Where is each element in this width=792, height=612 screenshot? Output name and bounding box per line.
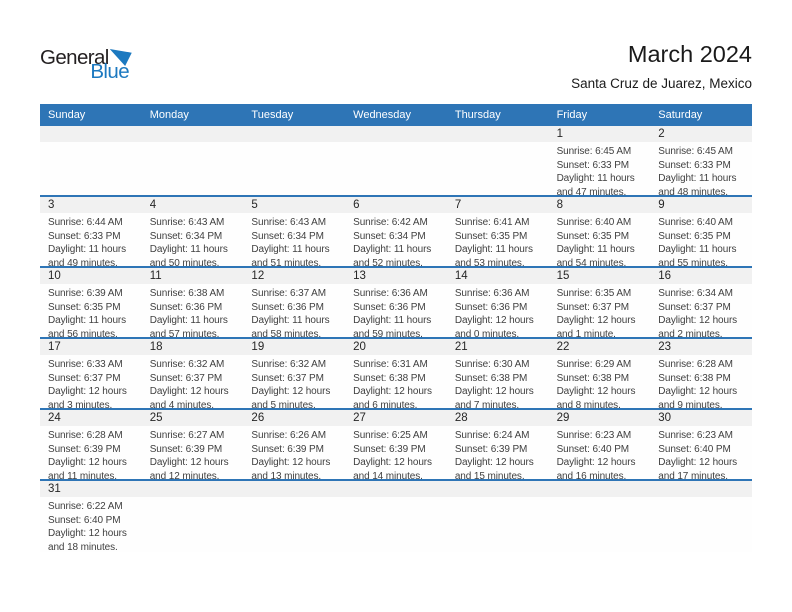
day-cell-empty — [40, 126, 142, 195]
day-detail-line: Sunset: 6:35 PM — [556, 230, 629, 242]
day-detail-line: Daylight: 11 hours — [251, 244, 330, 255]
day-detail-line: Sunset: 6:38 PM — [454, 372, 528, 384]
day-details — [447, 355, 549, 408]
day-detail-line: Daylight: 12 hours — [454, 457, 534, 468]
weekday-header-wednesday: Wednesday — [353, 109, 412, 121]
day-cell-16 — [650, 268, 752, 337]
day-detail-line: Sunrise: 6:26 AM — [251, 430, 326, 441]
day-detail-line: Sunrise: 6:23 AM — [556, 430, 632, 441]
month-title: March 2024 — [627, 41, 752, 67]
day-number — [142, 481, 244, 497]
day-detail-line: and 18 minutes. — [48, 541, 118, 552]
day-detail-line: Sunset: 6:37 PM — [48, 372, 121, 384]
day-detail-line: Daylight: 11 hours — [658, 173, 737, 184]
day-detail-line: and 14 minutes. — [353, 470, 423, 479]
weekday-header-friday: Friday — [556, 109, 588, 121]
day-detail-line: Sunrise: 6:40 AM — [658, 217, 733, 228]
day-detail-line: and 11 minutes. — [48, 470, 117, 479]
week-row-1 — [40, 126, 752, 197]
day-detail-line: Daylight: 11 hours — [48, 244, 127, 255]
day-detail-line: Sunset: 6:37 PM — [556, 301, 629, 313]
day-detail-line: Sunrise: 6:31 AM — [353, 359, 428, 370]
day-detail-line: Sunrise: 6:27 AM — [149, 430, 225, 441]
day-detail-line: Sunset: 6:36 PM — [353, 301, 426, 313]
day-number — [345, 481, 447, 497]
day-detail-line: Daylight: 12 hours — [48, 386, 127, 397]
day-cell-11 — [142, 268, 244, 337]
day-number: 7 — [447, 197, 549, 213]
location-subtitle: Santa Cruz de Juarez, Mexico — [571, 75, 752, 91]
day-number — [243, 481, 345, 497]
day-detail-line: and 48 minutes. — [658, 186, 728, 195]
day-details — [549, 284, 651, 337]
day-details — [142, 426, 244, 479]
day-detail-line: Sunset: 6:34 PM — [149, 230, 223, 242]
day-cell-27 — [345, 410, 447, 479]
day-details — [447, 497, 549, 500]
day-detail-line: Daylight: 12 hours — [556, 386, 636, 397]
day-details — [345, 142, 447, 145]
day-detail-line: Sunset: 6:36 PM — [149, 301, 223, 313]
day-number: 13 — [345, 268, 447, 284]
day-cell-empty — [243, 481, 345, 552]
day-cell-4 — [142, 197, 244, 266]
day-detail-line: Sunset: 6:34 PM — [353, 230, 426, 242]
day-number — [345, 126, 447, 142]
day-detail-line: Sunrise: 6:24 AM — [454, 430, 530, 441]
day-detail-line: and 55 minutes. — [658, 257, 728, 266]
day-cell-20 — [345, 339, 447, 408]
day-detail-line: Sunrise: 6:32 AM — [251, 359, 326, 370]
day-detail-line: Daylight: 12 hours — [658, 386, 738, 397]
day-details — [40, 497, 142, 552]
day-number: 11 — [142, 268, 244, 284]
day-cell-empty — [345, 481, 447, 552]
day-cell-30 — [650, 410, 752, 479]
day-detail-line: and 6 minutes. — [353, 399, 418, 408]
day-number: 23 — [650, 339, 752, 355]
day-number — [40, 126, 142, 142]
day-detail-line: Sunrise: 6:37 AM — [251, 288, 326, 299]
day-detail-line: Sunrise: 6:41 AM — [454, 217, 530, 228]
day-detail-line: and 3 minutes. — [48, 399, 113, 408]
day-detail-line: Daylight: 11 hours — [556, 173, 635, 184]
day-number: 9 — [650, 197, 752, 213]
day-cell-7 — [447, 197, 549, 266]
day-number: 27 — [345, 410, 447, 426]
day-detail-line: and 12 minutes. — [149, 470, 220, 479]
day-number — [447, 126, 549, 142]
day-details — [243, 213, 345, 266]
day-details — [447, 284, 549, 337]
day-detail-line: Sunset: 6:33 PM — [48, 230, 121, 242]
day-details — [142, 497, 244, 500]
calendar-grid — [40, 104, 752, 552]
day-detail-line: and 4 minutes. — [149, 399, 214, 408]
day-details — [447, 426, 549, 479]
day-detail-line: Daylight: 12 hours — [556, 315, 636, 326]
day-number: 16 — [650, 268, 752, 284]
day-number: 24 — [40, 410, 142, 426]
day-detail-line: and 7 minutes. — [454, 399, 520, 408]
day-detail-line: Daylight: 12 hours — [454, 315, 534, 326]
day-detail-line: Sunrise: 6:28 AM — [658, 359, 733, 370]
day-cell-29 — [549, 410, 651, 479]
week-row-3 — [40, 268, 752, 339]
day-number — [142, 126, 244, 142]
day-number: 17 — [40, 339, 142, 355]
day-cell-empty — [549, 481, 651, 552]
day-detail-line: Sunset: 6:39 PM — [454, 443, 528, 455]
day-detail-line: Sunset: 6:35 PM — [658, 230, 731, 242]
weekday-header-monday: Monday — [149, 109, 189, 121]
week-row-4 — [40, 339, 752, 410]
day-cell-19 — [243, 339, 345, 408]
day-number: 21 — [447, 339, 549, 355]
day-number: 12 — [243, 268, 345, 284]
day-detail-line: Daylight: 11 hours — [149, 244, 228, 255]
day-detail-line: Sunset: 6:33 PM — [556, 159, 629, 171]
day-cell-3 — [40, 197, 142, 266]
day-number: 8 — [549, 197, 651, 213]
day-detail-line: Daylight: 11 hours — [48, 315, 127, 326]
day-details — [549, 142, 651, 195]
day-detail-line: Sunrise: 6:36 AM — [454, 288, 530, 299]
day-detail-line: Sunrise: 6:45 AM — [556, 146, 632, 157]
day-detail-line: Sunset: 6:40 PM — [658, 443, 731, 455]
day-number: 2 — [650, 126, 752, 142]
day-number: 15 — [549, 268, 651, 284]
day-details — [345, 426, 447, 479]
day-number: 4 — [142, 197, 244, 213]
day-detail-line: Daylight: 11 hours — [251, 315, 330, 326]
week-row-2 — [40, 197, 752, 268]
day-detail-line: Daylight: 12 hours — [149, 457, 229, 468]
day-detail-line: Sunrise: 6:32 AM — [149, 359, 225, 370]
day-cell-1 — [549, 126, 651, 195]
day-details — [650, 142, 752, 195]
day-cell-5 — [243, 197, 345, 266]
day-detail-line: Daylight: 12 hours — [48, 528, 127, 539]
day-detail-line: and 13 minutes. — [251, 470, 322, 479]
day-detail-line: Sunset: 6:39 PM — [251, 443, 324, 455]
day-details — [345, 497, 447, 500]
day-details — [650, 426, 752, 479]
day-detail-line: Sunset: 6:36 PM — [251, 301, 324, 313]
calendar-weeks — [40, 126, 752, 552]
day-detail-line: Sunset: 6:36 PM — [454, 301, 528, 313]
day-detail-line: Daylight: 11 hours — [353, 315, 432, 326]
day-detail-line: Sunrise: 6:44 AM — [48, 217, 123, 228]
day-details — [650, 497, 752, 500]
title-block — [571, 42, 752, 91]
day-detail-line: Sunrise: 6:34 AM — [658, 288, 733, 299]
day-detail-line: Sunrise: 6:22 AM — [48, 501, 123, 512]
day-number — [243, 126, 345, 142]
day-number: 29 — [549, 410, 651, 426]
day-details — [142, 355, 244, 408]
day-details — [243, 142, 345, 145]
day-cell-25 — [142, 410, 244, 479]
day-number — [447, 481, 549, 497]
day-cell-empty — [243, 126, 345, 195]
weekday-header-saturday: Saturday — [658, 109, 703, 121]
day-cell-18 — [142, 339, 244, 408]
day-number — [549, 481, 651, 497]
day-detail-line: and 17 minutes. — [658, 470, 728, 479]
day-cell-empty — [345, 126, 447, 195]
day-details — [40, 142, 142, 145]
day-detail-line: Sunrise: 6:28 AM — [48, 430, 123, 441]
day-cell-empty — [447, 481, 549, 552]
day-detail-line: and 1 minute. — [556, 328, 616, 337]
day-detail-line: Sunrise: 6:42 AM — [353, 217, 428, 228]
general-blue-logo — [40, 48, 132, 82]
day-cell-8 — [549, 197, 651, 266]
day-detail-line: and 16 minutes. — [556, 470, 627, 479]
day-details — [40, 426, 142, 479]
day-detail-line: Sunrise: 6:35 AM — [556, 288, 632, 299]
day-detail-line: Sunset: 6:35 PM — [454, 230, 528, 242]
day-detail-line: and 0 minutes. — [454, 328, 520, 337]
day-detail-line: Daylight: 12 hours — [454, 386, 534, 397]
day-detail-line: and 52 minutes. — [353, 257, 423, 266]
day-detail-line: Sunset: 6:40 PM — [556, 443, 629, 455]
day-number: 6 — [345, 197, 447, 213]
day-detail-line: Daylight: 12 hours — [658, 457, 738, 468]
day-detail-line: Daylight: 12 hours — [251, 457, 331, 468]
day-details — [447, 142, 549, 145]
day-detail-line: Daylight: 12 hours — [353, 457, 432, 468]
day-number: 22 — [549, 339, 651, 355]
day-detail-line: Sunrise: 6:36 AM — [353, 288, 428, 299]
day-number: 31 — [40, 481, 142, 497]
day-details — [345, 284, 447, 337]
day-detail-line: and 15 minutes. — [454, 470, 525, 479]
day-number: 19 — [243, 339, 345, 355]
day-number: 3 — [40, 197, 142, 213]
day-cell-23 — [650, 339, 752, 408]
day-detail-line: Sunrise: 6:33 AM — [48, 359, 123, 370]
day-detail-line: Daylight: 12 hours — [149, 386, 229, 397]
day-detail-line: Sunrise: 6:29 AM — [556, 359, 632, 370]
day-cell-22 — [549, 339, 651, 408]
day-cell-31 — [40, 481, 142, 552]
day-detail-line: Sunset: 6:34 PM — [251, 230, 324, 242]
day-number: 26 — [243, 410, 345, 426]
day-details — [243, 497, 345, 500]
day-details — [549, 213, 651, 266]
weekday-header-sunday: Sunday — [48, 109, 86, 121]
day-detail-line: and 2 minutes. — [658, 328, 723, 337]
day-detail-line: and 58 minutes. — [251, 328, 322, 337]
day-cell-17 — [40, 339, 142, 408]
day-detail-line: Daylight: 12 hours — [48, 457, 127, 468]
day-cell-10 — [40, 268, 142, 337]
day-details — [345, 213, 447, 266]
day-details — [549, 497, 651, 500]
week-row-6 — [40, 481, 752, 552]
day-number: 14 — [447, 268, 549, 284]
day-number — [650, 481, 752, 497]
day-number: 25 — [142, 410, 244, 426]
day-cell-28 — [447, 410, 549, 479]
day-detail-line: and 53 minutes. — [454, 257, 525, 266]
weekday-header-tuesday: Tuesday — [251, 109, 294, 121]
day-details — [40, 355, 142, 408]
day-number: 18 — [142, 339, 244, 355]
day-number: 5 — [243, 197, 345, 213]
day-detail-line: Daylight: 11 hours — [556, 244, 635, 255]
day-detail-line: Daylight: 12 hours — [658, 315, 738, 326]
day-details — [650, 284, 752, 337]
day-cell-21 — [447, 339, 549, 408]
day-detail-line: Sunset: 6:39 PM — [48, 443, 121, 455]
day-cell-24 — [40, 410, 142, 479]
day-details — [40, 213, 142, 266]
day-detail-line: Sunset: 6:37 PM — [658, 301, 731, 313]
day-detail-line: Sunset: 6:39 PM — [353, 443, 426, 455]
day-detail-line: Sunrise: 6:38 AM — [149, 288, 225, 299]
day-details — [40, 284, 142, 337]
day-detail-line: Sunrise: 6:23 AM — [658, 430, 733, 441]
day-detail-line: Sunset: 6:38 PM — [556, 372, 629, 384]
day-number: 1 — [549, 126, 651, 142]
day-detail-line: Sunrise: 6:25 AM — [353, 430, 428, 441]
day-details — [549, 426, 651, 479]
day-cell-15 — [549, 268, 651, 337]
day-cell-14 — [447, 268, 549, 337]
day-cell-empty — [142, 126, 244, 195]
day-detail-line: Sunrise: 6:40 AM — [556, 217, 632, 228]
day-detail-line: Daylight: 11 hours — [353, 244, 432, 255]
day-detail-line: and 59 minutes. — [353, 328, 423, 337]
day-details — [650, 355, 752, 408]
day-detail-line: Sunrise: 6:39 AM — [48, 288, 123, 299]
day-cell-empty — [142, 481, 244, 552]
day-details — [142, 284, 244, 337]
day-detail-line: and 49 minutes. — [48, 257, 118, 266]
day-cell-13 — [345, 268, 447, 337]
day-detail-line: Daylight: 11 hours — [149, 315, 228, 326]
day-cell-empty — [447, 126, 549, 195]
day-details — [345, 355, 447, 408]
day-detail-line: and 5 minutes. — [251, 399, 316, 408]
day-detail-line: Sunset: 6:37 PM — [149, 372, 223, 384]
day-detail-line: and 51 minutes. — [251, 257, 322, 266]
day-detail-line: Sunset: 6:35 PM — [48, 301, 121, 313]
day-details — [549, 355, 651, 408]
day-detail-line: Sunrise: 6:43 AM — [149, 217, 225, 228]
day-number: 10 — [40, 268, 142, 284]
day-detail-line: and 9 minutes. — [658, 399, 723, 408]
day-detail-line: Sunset: 6:38 PM — [353, 372, 426, 384]
day-detail-line: Daylight: 12 hours — [353, 386, 432, 397]
day-detail-line: Daylight: 12 hours — [251, 386, 331, 397]
day-detail-line: and 8 minutes. — [556, 399, 621, 408]
day-number: 30 — [650, 410, 752, 426]
day-detail-line: and 54 minutes. — [556, 257, 627, 266]
week-row-5 — [40, 410, 752, 481]
weekday-header-row — [40, 104, 752, 126]
day-detail-line: and 47 minutes. — [556, 186, 627, 195]
day-detail-line: Sunrise: 6:30 AM — [454, 359, 530, 370]
weekday-header-thursday: Thursday — [454, 109, 501, 121]
day-detail-line: Daylight: 11 hours — [454, 244, 533, 255]
logo-text-blue: Blue — [90, 59, 129, 83]
day-cell-6 — [345, 197, 447, 266]
day-details — [243, 284, 345, 337]
day-cell-empty — [650, 481, 752, 552]
day-detail-line: Sunset: 6:38 PM — [658, 372, 731, 384]
day-cell-9 — [650, 197, 752, 266]
day-detail-line: Sunset: 6:37 PM — [251, 372, 324, 384]
day-detail-line: Daylight: 11 hours — [658, 244, 737, 255]
logo-text-general: General — [40, 46, 109, 69]
day-detail-line: Sunset: 6:40 PM — [48, 514, 121, 526]
day-detail-line: Daylight: 12 hours — [556, 457, 636, 468]
day-details — [650, 213, 752, 266]
day-detail-line: Sunset: 6:39 PM — [149, 443, 223, 455]
day-details — [243, 355, 345, 408]
day-detail-line: and 50 minutes. — [149, 257, 220, 266]
day-detail-line: and 56 minutes. — [48, 328, 118, 337]
day-cell-26 — [243, 410, 345, 479]
day-number: 28 — [447, 410, 549, 426]
day-details — [142, 213, 244, 266]
page-header — [0, 0, 792, 104]
day-details — [142, 142, 244, 145]
day-number: 20 — [345, 339, 447, 355]
day-details — [243, 426, 345, 479]
day-detail-line: Sunrise: 6:43 AM — [251, 217, 326, 228]
day-details — [447, 213, 549, 266]
day-detail-line: Sunrise: 6:45 AM — [658, 146, 733, 157]
day-cell-2 — [650, 126, 752, 195]
day-cell-12 — [243, 268, 345, 337]
day-detail-line: Sunset: 6:33 PM — [658, 159, 731, 171]
day-detail-line: and 57 minutes. — [149, 328, 220, 337]
